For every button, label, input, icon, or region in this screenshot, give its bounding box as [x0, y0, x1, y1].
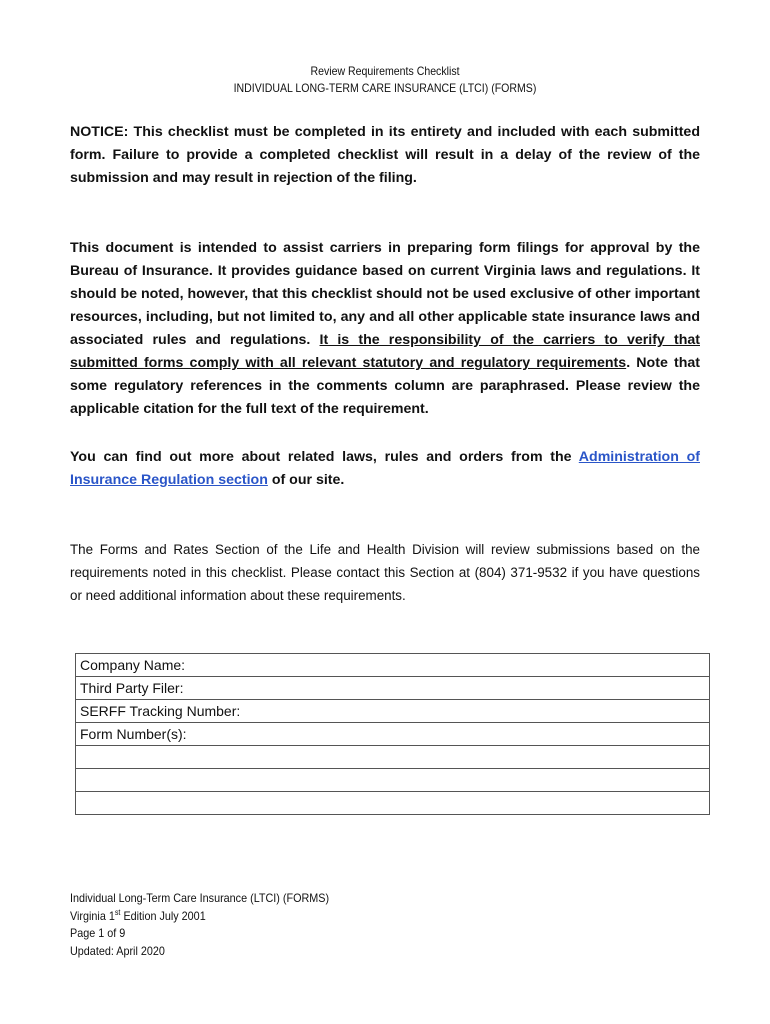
form-numbers-blank-row[interactable]: [76, 746, 710, 769]
forms-rates-paragraph: The Forms and Rates Section of the Life and Health Division will review submissions based on the requirements noted in this checklist. Please contact this Section at (804) 371-9532 if you have questions or need additional information about these requirements.: [70, 542, 700, 603]
footer-updated-date: Updated: April 2020: [70, 943, 165, 958]
third-party-filer-field[interactable]: Third Party Filer:: [76, 677, 710, 700]
table-row: [76, 723, 710, 746]
intro-text-end: . Note that some regulatory references in the comments column are paraphrased. Please review the applicable citation for the full text of the requirement.: [70, 355, 701, 417]
intro-underlined-text: It is the responsibility of the carriers to verify that submitted forms comply with all relevant statutory and regulatory requirements: [70, 332, 700, 371]
table-row: [76, 769, 710, 792]
footer-edition-pre: Virginia 1: [70, 908, 115, 923]
link-para-before: You can find out more about related laws, rules and orders from the: [70, 449, 579, 465]
document-header: [46, 63, 724, 97]
company-name-field[interactable]: Company Name:: [76, 654, 710, 677]
administration-regulation-link[interactable]: Administration of Insurance Regulation section: [70, 449, 700, 488]
footer-page-number: Page 1 of 9: [70, 926, 126, 940]
table-row: [76, 654, 710, 677]
table-row: [76, 700, 710, 723]
table-row: [76, 746, 710, 769]
form-numbers-field[interactable]: Form Number(s):: [76, 723, 710, 746]
header-title: Review Requirements Checklist: [310, 64, 460, 78]
header-subtitle: INDIVIDUAL LONG-TERM CARE INSURANCE (LTCI) (FORMS): [233, 81, 537, 95]
form-numbers-blank-row[interactable]: [76, 769, 710, 792]
footer-edition-sup: st: [114, 907, 121, 917]
serff-tracking-field[interactable]: SERFF Tracking Number:: [76, 700, 710, 723]
regulation-link-paragraph: [70, 446, 700, 492]
intro-text-start: This document is intended to assist carriers in preparing form filings for approval by the Bureau of Insurance. It provides guidance based on current Virginia laws and regulations. It should be noted, however, that this checklist should not be used exclusive of other important resources, including, but not limited to, any and all other applicable state insurance laws and associated rules and regulations.: [70, 240, 700, 348]
footer-document-title: Individual Long-Term Care Insurance (LTCI) (FORMS): [70, 891, 330, 905]
link-para-after: of our site.: [267, 472, 345, 488]
intro-paragraph: [70, 237, 700, 421]
table-row: [76, 677, 710, 700]
footer-edition-post: Edition July 2001: [120, 908, 206, 923]
footer-edition: [70, 908, 329, 926]
form-numbers-blank-row[interactable]: [76, 792, 710, 815]
table-row: [76, 792, 710, 815]
document-footer: [70, 890, 329, 960]
notice-paragraph: NOTICE: This checklist must be completed in its entirety and included with each submitted form. Failure to provide a completed checklist will result in a delay of the review of the submission and may result in rejection of the filing.: [70, 124, 700, 186]
filer-info-table: [75, 653, 710, 815]
